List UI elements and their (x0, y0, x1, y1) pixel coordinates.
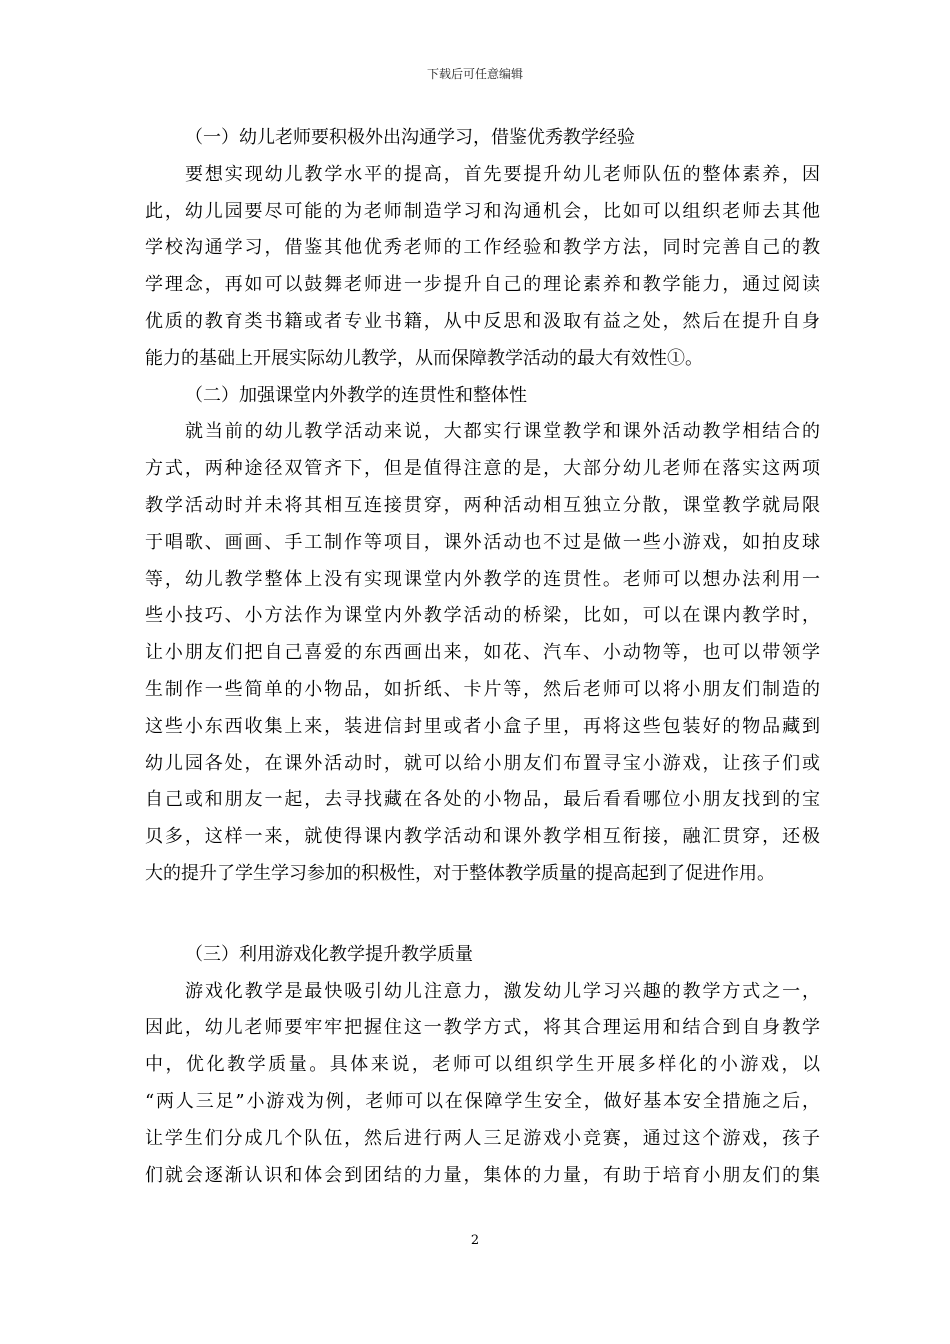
paragraph-line: 等，幼儿教学整体上没有实现课堂内外教学的连贯性。老师可以想办法利用一 (145, 568, 820, 590)
paragraph-line: 于唱歌、画画、手工制作等项目，课外活动也不过是做一些小游戏，如拍皮球 (145, 531, 820, 553)
paragraph-spacer (145, 893, 820, 937)
paragraph-line: 学理念，再如可以鼓舞老师进一步提升自己的理论素养和教学能力，通过阅读 (145, 274, 820, 296)
paragraph-line: 生制作一些简单的小物品，如折纸、卡片等，然后老师可以将小朋友们制造的 (145, 678, 820, 700)
paragraph-line: “两人三足”小游戏为例，老师可以在保障学生安全，做好基本安全措施之后， (145, 1090, 820, 1112)
paragraph-line: 方式，两种途径双管齐下，但是值得注意的是，大部分幼儿老师在落实这两项 (145, 458, 820, 480)
paragraph-line: 自己或和朋友一起，去寻找藏在各处的小物品，最后看看哪位小朋友找到的宝 (145, 789, 820, 811)
paragraph-line: 因此，幼儿老师要牢牢把握住这一教学方式，将其合理运用和结合到自身教学 (145, 1017, 820, 1039)
section-heading-1: （一）幼儿老师要积极外出沟通学习，借鉴优秀教学经验 (185, 127, 635, 148)
paragraph-line: 教学活动时并未将其相互连接贯穿，两种活动相互独立分散，课堂教学就局限 (145, 494, 820, 516)
paragraph-line: 中，优化教学质量。具体来说，老师可以组织学生开展多样化的小游戏，以 (145, 1054, 820, 1076)
paragraph-line: 优质的教育类书籍或者专业书籍，从中反思和汲取有益之处，然后在提升自身 (145, 310, 820, 332)
paragraph-line: 就当前的幼儿教学活动来说，大都实行课堂教学和课外活动教学相结合的 (185, 421, 820, 443)
paragraph-line: 此，幼儿园要尽可能的为老师制造学习和沟通机会，比如可以组织老师去其他 (145, 200, 820, 222)
section-heading-3: （三）利用游戏化教学提升教学质量 (185, 943, 473, 965)
paragraph-line: 让小朋友们把自己喜爱的东西画出来，如花、汽车、小动物等，也可以带领学 (145, 642, 820, 664)
paragraph-line: 们就会逐渐认识和体会到团结的力量，集体的力量，有助于培育小朋友们的集 (145, 1164, 820, 1186)
document-body (145, 120, 820, 1194)
paragraph-line: 游戏化教学是最快吸引幼儿注意力，激发幼儿学习兴趣的教学方式之一， (185, 980, 820, 1002)
page-header: 下载后可任意编辑 (426, 67, 523, 81)
paragraph-line: 些小技巧、小方法作为课堂内外教学活动的桥梁，比如，可以在课内教学时， (145, 605, 820, 627)
paragraph-line: 贝多，这样一来，就使得课内教学活动和课外教学相互衔接，融汇贯穿，还极 (145, 826, 820, 848)
paragraph-line: 幼儿园各处，在课外活动时，就可以给小朋友们布置寻宝小游戏，让孩子们或 (145, 752, 820, 774)
section-heading-2: （二）加强课堂内外教学的连贯性和整体性 (185, 384, 527, 406)
paragraph-line: 要想实现幼儿教学水平的提高，首先要提升幼儿老师队伍的整体素养，因 (185, 163, 820, 185)
paragraph-line: 能力的基础上开展实际幼儿教学，从而保障教学活动的最大有效性①。 (145, 347, 703, 369)
paragraph-line: 这些小东西收集上来，装进信封里或者小盒子里，再将这些包装好的物品藏到 (145, 715, 820, 737)
paragraph-line: 让学生们分成几个队伍，然后进行两人三足游戏小竞赛，通过这个游戏，孩子 (145, 1127, 820, 1149)
paragraph-line: 学校沟通学习，借鉴其他优秀老师的工作经验和教学方法，同时完善自己的教 (145, 237, 820, 259)
page-number: 2 (470, 1233, 480, 1248)
paragraph-line: 大的提升了学生学习参加的积极性，对于整体教学质量的提高起到了促进作用。 (145, 862, 775, 884)
